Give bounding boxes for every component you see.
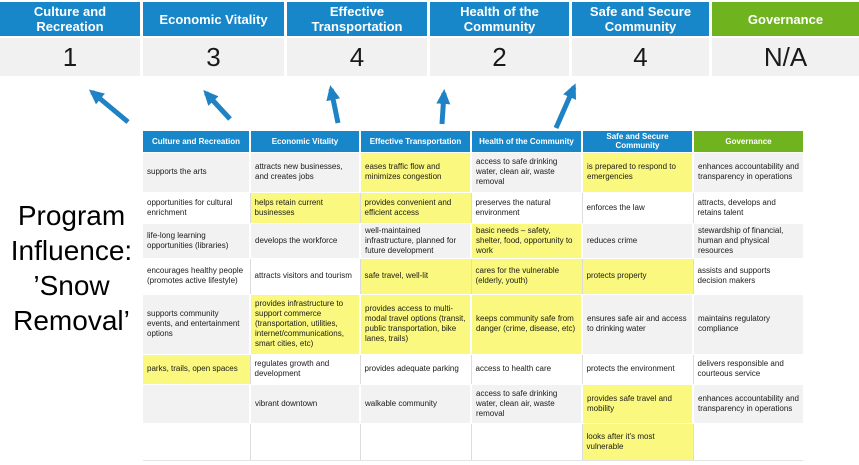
matrix-cell <box>250 423 360 460</box>
matrix-row <box>143 423 803 460</box>
matrix-cell: preserves the natural environment <box>471 192 582 223</box>
matrix-cell: life-long learning opportunities (libraries) <box>143 223 250 258</box>
program-influence-label <box>0 198 143 338</box>
matrix-cell: access to health care <box>471 354 582 384</box>
summary-header-culture-and-recreation: Culture and Recreation <box>0 2 140 36</box>
matrix-cell: reduces crime <box>582 223 693 258</box>
matrix-cell: supports the arts <box>143 152 250 192</box>
matrix-row <box>143 223 803 258</box>
matrix-cell: cares for the vulnerable (elderly, youth) <box>471 258 582 294</box>
summary-header-effective-transportation: Effective Transportation <box>287 2 427 36</box>
matrix-cell: protects property <box>582 258 693 294</box>
matrix-cell: parks, trails, open spaces <box>143 354 250 384</box>
matrix-cell: attracts visitors and tourism <box>250 258 360 294</box>
program-label-line: Removal’ <box>13 305 130 336</box>
matrix-cell: provides access to multi-modal travel options (transit, public transportation, bike lanes, trails) <box>360 294 471 354</box>
matrix-cell <box>693 423 803 460</box>
matrix-cell: assists and supports decision makers <box>693 258 803 294</box>
matrix-cell: is prepared to respond to emergencies <box>582 152 693 192</box>
matrix-cell: provides safe travel and mobility <box>582 384 693 423</box>
summary-score-row <box>0 38 859 76</box>
matrix-header-effective-transportation: Effective Transportation <box>360 131 471 152</box>
matrix-cell: access to safe drinking water, clean air, waste removal <box>471 384 582 423</box>
matrix-cell: enhances accountability and transparency in operations <box>693 384 803 423</box>
matrix-cell: regulates growth and development <box>250 354 360 384</box>
matrix-row <box>143 354 803 384</box>
matrix-cell: helps retain current businesses <box>250 192 360 223</box>
summary-score-economic-vitality: 3 <box>143 38 284 76</box>
matrix-cell: vibrant downtown <box>250 384 360 423</box>
summary-header-row <box>0 2 859 36</box>
matrix-row <box>143 152 803 192</box>
matrix-cell: maintains regulatory compliance <box>693 294 803 354</box>
matrix-header-economic-vitality: Economic Vitality <box>250 131 360 152</box>
up-arrow <box>206 93 230 119</box>
matrix-cell: provides infrastructure to support commerce (transportation, utilities, internet/communications, smart cities, etc) <box>250 294 360 354</box>
matrix-cell: develops the workforce <box>250 223 360 258</box>
summary-header-health-of-the-community: Health of the Community <box>430 2 569 36</box>
up-arrow <box>442 93 444 124</box>
matrix-header-culture-and-recreation: Culture and Recreation <box>143 131 250 152</box>
up-arrow <box>331 89 338 123</box>
matrix-cell <box>143 423 250 460</box>
matrix-cell: looks after it's most vulnerable <box>582 423 693 460</box>
summary-score-effective-transportation: 4 <box>287 38 427 76</box>
matrix-cell: well-maintained infrastructure, planned for future development <box>360 223 471 258</box>
matrix-row <box>143 294 803 354</box>
program-label-line: Influence: <box>10 235 133 266</box>
program-label-line: Program <box>17 200 126 231</box>
influence-arrows <box>0 77 859 135</box>
summary-score-culture-and-recreation: 1 <box>0 38 140 76</box>
matrix-cell: enforces the law <box>582 192 693 223</box>
matrix-cell: ensures safe air and access to drinking water <box>582 294 693 354</box>
matrix-cell: safe travel, well-lit <box>360 258 471 294</box>
matrix-cell: attracts, develops and retains talent <box>693 192 803 223</box>
matrix-table <box>143 131 803 461</box>
program-label-line: ’Snow <box>33 270 110 301</box>
summary-header-economic-vitality: Economic Vitality <box>143 2 284 36</box>
summary-score-safe-and-secure-community: 4 <box>572 38 709 76</box>
matrix-cell: access to safe drinking water, clean air, waste removal <box>471 152 582 192</box>
matrix-row <box>143 384 803 423</box>
summary-score-health-of-the-community: 2 <box>430 38 569 76</box>
matrix-cell: protects the environment <box>582 354 693 384</box>
matrix-cell: keeps community safe from danger (crime, disease, etc) <box>471 294 582 354</box>
matrix-header-health-of-the-community: Health of the Community <box>471 131 582 152</box>
up-arrow <box>92 92 128 122</box>
matrix-cell: provides adequate parking <box>360 354 471 384</box>
matrix-cell: provides convenient and efficient access <box>360 192 471 223</box>
summary-header-governance: Governance <box>712 2 859 36</box>
matrix-cell: opportunities for cultural enrichment <box>143 192 250 223</box>
matrix-cell <box>360 423 471 460</box>
matrix-cell <box>471 423 582 460</box>
matrix-cell <box>143 384 250 423</box>
matrix-cell: eases traffic flow and minimizes congestion <box>360 152 471 192</box>
matrix-cell: attracts new businesses, and creates jobs <box>250 152 360 192</box>
up-arrow <box>556 87 574 128</box>
matrix-cell: supports community events, and entertainment options <box>143 294 250 354</box>
matrix-cell: enhances accountability and transparency in operations <box>693 152 803 192</box>
matrix-row <box>143 258 803 294</box>
matrix-header-governance: Governance <box>693 131 803 152</box>
summary-table <box>0 2 859 76</box>
matrix-cell: encourages healthy people (promotes active lifestyle) <box>143 258 250 294</box>
matrix-cell: stewardship of financial, human and physical resources <box>693 223 803 258</box>
matrix-header-row <box>143 131 803 152</box>
matrix-row <box>143 192 803 223</box>
matrix-cell: basic needs – safety, shelter, food, opportunity to work <box>471 223 582 258</box>
matrix-header-safe-and-secure-community: Safe and Secure Community <box>582 131 693 152</box>
summary-header-safe-and-secure-community: Safe and Secure Community <box>572 2 709 36</box>
summary-score-governance: N/A <box>712 38 859 76</box>
matrix-cell: delivers responsible and courteous service <box>693 354 803 384</box>
matrix-cell: walkable community <box>360 384 471 423</box>
